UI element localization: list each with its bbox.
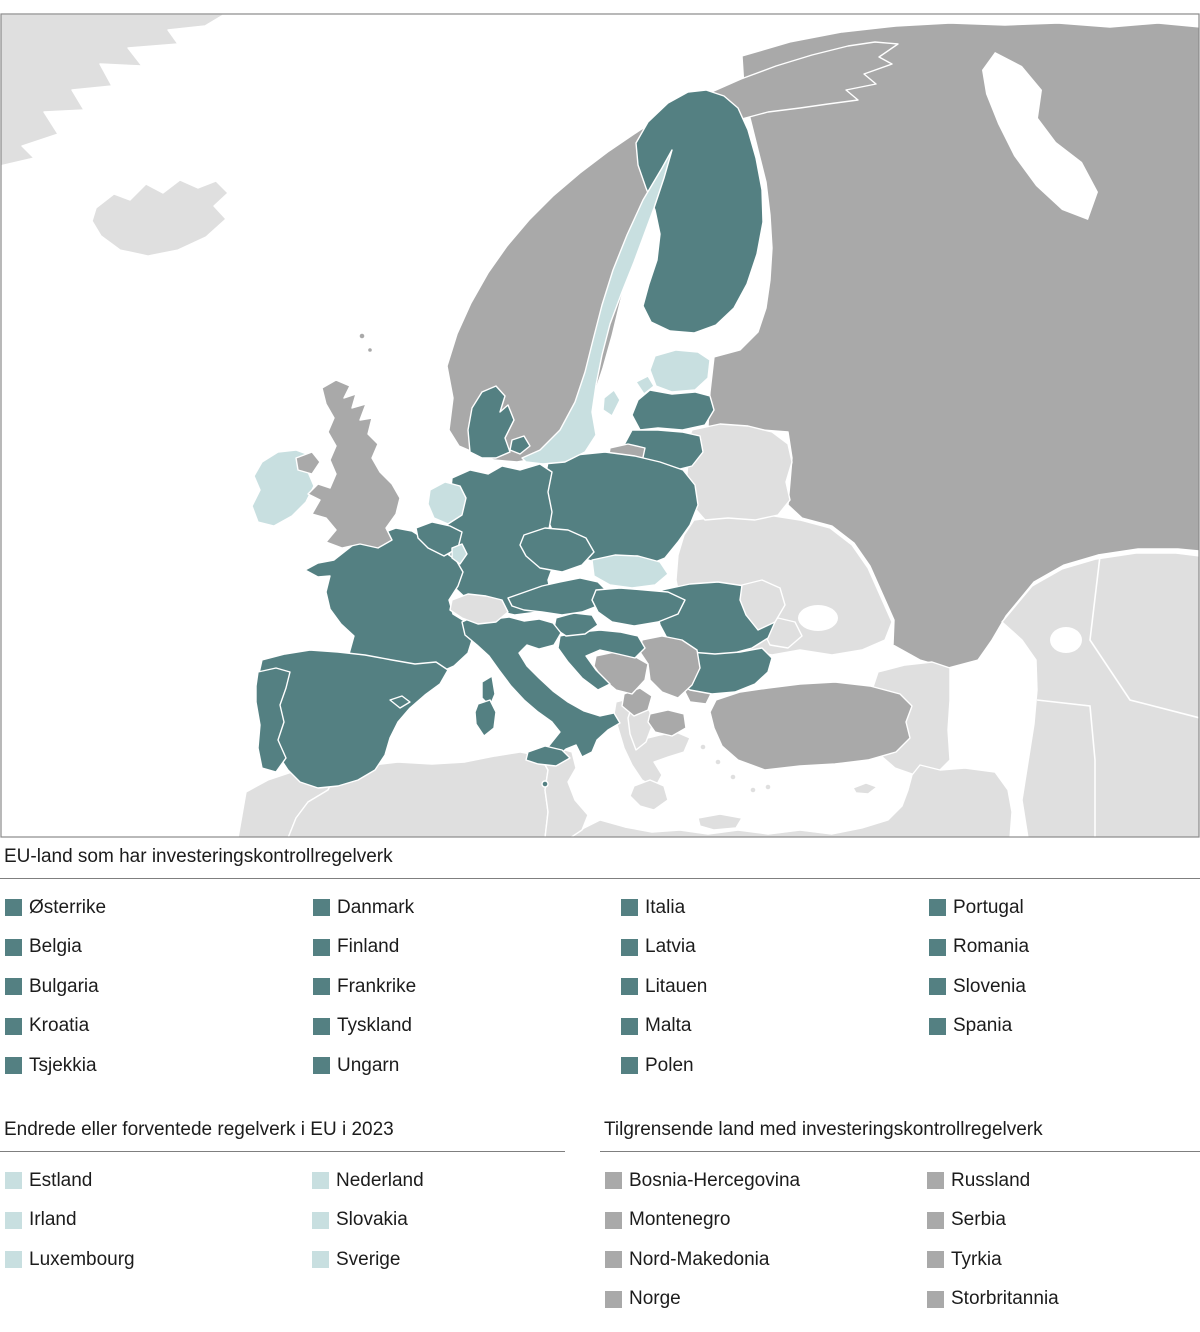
swatch-eu-icon [621, 1057, 638, 1074]
legend-item: Estland [5, 1171, 312, 1191]
legend-item: Slovenia [929, 977, 1200, 997]
swatch-eu-icon [313, 1018, 330, 1035]
legend-item: Montenegro [605, 1211, 927, 1231]
legend-item: Polen [621, 1056, 929, 1076]
legend-title-changed: Endrede eller forventede regelverk i EU i 2023 [4, 1119, 394, 1140]
swatch-eu-icon [313, 939, 330, 956]
legend-item: Serbia [927, 1211, 1200, 1231]
legend-item: Østerrike [5, 898, 313, 918]
sea-of-azov [798, 605, 838, 631]
swatch-eu-icon [313, 899, 330, 916]
legend-item: Norge [605, 1290, 927, 1310]
legend-rule-adjacent [600, 1151, 1200, 1152]
swatch-eu-icon [929, 899, 946, 916]
legend-item: Nederland [312, 1171, 619, 1191]
legend-item: Slovakia [312, 1211, 619, 1231]
swatch-adjacent-icon [927, 1212, 944, 1229]
legend-item: Sverige [312, 1250, 619, 1270]
swatch-eu-icon [313, 1057, 330, 1074]
legend-items-adjacent [600, 1171, 1200, 1309]
legend-bottom-row [0, 1118, 1200, 1309]
legend-item: Danmark [313, 898, 621, 918]
swatch-eu-icon [313, 978, 330, 995]
legend-item: Frankrike [313, 977, 621, 997]
swatch-eu-icon [5, 1018, 22, 1035]
country-latvia [632, 390, 714, 430]
legend-item: Luxembourg [5, 1250, 312, 1270]
swatch-eu-icon [929, 939, 946, 956]
legend-item: Tyrkia [927, 1250, 1200, 1270]
legend-item: Tyskland [313, 1017, 621, 1037]
swatch-adjacent-icon [927, 1251, 944, 1268]
legend-item: Latvia [621, 938, 929, 958]
legend-item: Irland [5, 1211, 312, 1231]
swatch-adjacent-icon [927, 1172, 944, 1189]
swatch-adjacent-icon [927, 1291, 944, 1308]
legend-item: Storbritannia [927, 1290, 1200, 1310]
country-turkey [710, 682, 912, 770]
swatch-eu-icon [621, 899, 638, 916]
legend-item: Tsjekkia [5, 1056, 313, 1076]
swatch-adjacent-icon [605, 1172, 622, 1189]
legend-item: Ungarn [313, 1056, 621, 1076]
legend-item: Finland [313, 938, 621, 958]
swatch-changed-icon [5, 1212, 22, 1229]
country-belarus [686, 424, 792, 520]
legend-section-eu [0, 845, 1200, 1076]
legend-item: Italia [621, 898, 929, 918]
swatch-eu-icon [929, 1018, 946, 1035]
country-malta [542, 781, 548, 787]
swatch-changed-icon [312, 1172, 329, 1189]
legend-items-changed [0, 1171, 565, 1270]
swatch-adjacent-icon [605, 1212, 622, 1229]
legend-section-adjacent [600, 1118, 1200, 1309]
legend-item: Romania [929, 938, 1200, 958]
legend-item: Spania [929, 1017, 1200, 1037]
swatch-changed-icon [312, 1212, 329, 1229]
swatch-eu-icon [5, 899, 22, 916]
legend-item: Malta [621, 1017, 929, 1037]
swatch-eu-icon [621, 939, 638, 956]
legend-item: Nord-Makedonia [605, 1250, 927, 1270]
legend-item: Bosnia-Hercegovina [605, 1171, 927, 1191]
swatch-eu-icon [5, 939, 22, 956]
legend-item: Belgia [5, 938, 313, 958]
swatch-eu-icon [929, 978, 946, 995]
swatch-adjacent-icon [605, 1291, 622, 1308]
legend-title-eu: EU-land som har investeringskontrollregelverk [4, 846, 393, 867]
swatch-adjacent-icon [605, 1251, 622, 1268]
legend-item: Bulgaria [5, 977, 313, 997]
swatch-eu-icon [5, 978, 22, 995]
legend-rule-eu [0, 878, 1200, 879]
legend-item: Portugal [929, 898, 1200, 918]
legend-rule-changed [0, 1151, 565, 1152]
legend-item: Litauen [621, 977, 929, 997]
legend-title-adjacent: Tilgrensende land med investeringskontrollregelverk [604, 1119, 1043, 1140]
swatch-eu-icon [5, 1057, 22, 1074]
swatch-changed-icon [5, 1172, 22, 1189]
legend-item: Kroatia [5, 1017, 313, 1037]
legend-item: Russland [927, 1171, 1200, 1191]
aral-sea [1050, 627, 1082, 653]
legend-section-changed [0, 1118, 565, 1309]
legend-items-eu [0, 898, 1200, 1076]
swatch-changed-icon [5, 1251, 22, 1268]
swatch-changed-icon [312, 1251, 329, 1268]
swatch-eu-icon [621, 1018, 638, 1035]
country-crete [698, 814, 742, 830]
swatch-eu-icon [621, 978, 638, 995]
